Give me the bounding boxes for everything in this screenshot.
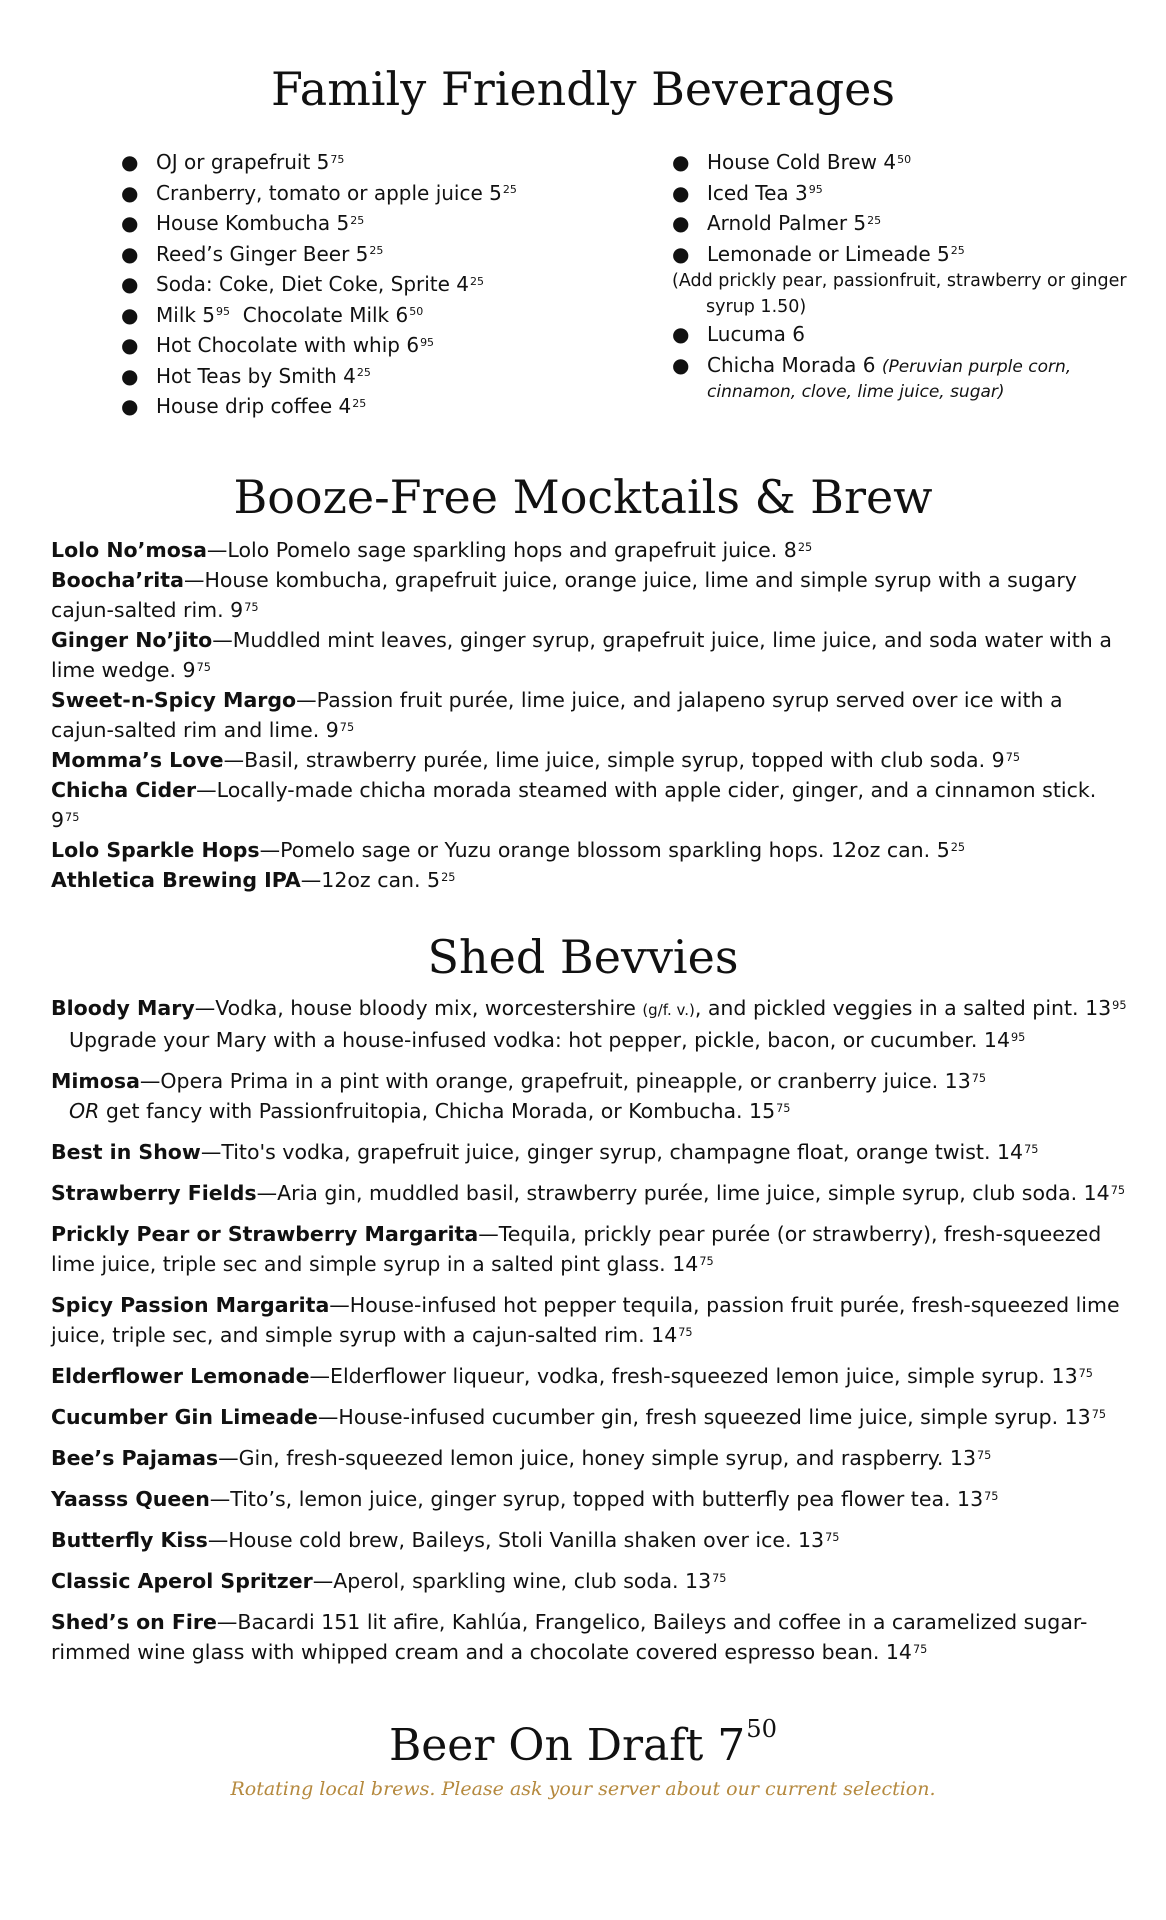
bullet-icon: ● [672,211,690,235]
menu-item: Strawberry Fields—Aria gin, muddled basil, strawberry purée, lime juice, simple syrup, club soda. $14^{75}$ [51,1181,1126,1205]
list-item: ● Lucuma 6 [672,319,1071,350]
bullet-icon: ● [121,211,139,235]
menu-item: Classic Aperol Spritzer—Aperol, sparkling wine, club soda. $13^{75}$ [51,1569,727,1593]
bloody-mary-upgrade: Upgrade your Mary with a house-infused vodka: hot pepper, pickle, bacon, or cucumber. $14^{95}$ [69,1028,1026,1052]
bevvies-list [51,993,1131,1667]
menu-item-bloody-mary: Bloody Mary—Vodka, house bloody mix, worcestershire (g/f. v.), and pickled veggies in a salted pint. $13^{95}$ [51,996,1127,1020]
bullet-icon: ● [121,394,139,418]
bullet-icon: ● [121,180,139,205]
family-beverages-title: Family Friendly Beverages [270,62,896,116]
mocktails-title: Booze-Free Mocktails & Brew [233,470,933,524]
list-item: ● Milk $5^{95}$ Chocolate Milk $6^{50}$ [121,300,517,331]
bullet-icon: ● [121,272,139,296]
shed-bevvies-title: Shed Bevvies [427,930,739,984]
bullet-icon: ● [121,302,139,327]
menu-item: Butterfly Kiss—House cold brew, Baileys, Stoli Vanilla shaken over ice. $13^{75}$ [51,1528,840,1552]
mimosa-upgrade: OR get fancy with Passionfruitopia, Chicha Morada, or Kombucha. $15^{75}$ [69,1099,791,1123]
list-item: ● House Cold Brew $4^{50}$ [672,147,965,178]
bullet-icon: ● [121,333,139,357]
bullet-icon: ● [121,241,139,266]
menu-item: Shed’s on Fire—Bacardi 151 lit afire, Kahlúa, Frangelico, Baileys and coffee in a caramelized sugar-rimmed wine glass with whipped cream and a chocolate covered espresso bean. $14^{75}$ [51,1610,1088,1664]
menu-item: Prickly Pear or Strawberry Margarita—Tequila, prickly pear purée (or strawberry), fresh-squeezed lime juice, triple sec and simple syrup in a salted pint glass. $14^{75}$ [51,1222,1102,1276]
list-item: ● House Kombucha $5^{25}$ [121,208,517,239]
menu-item: Yaasss Queen—Tito’s, lemon juice, ginger syrup, topped with butterfly pea flower tea. $13^{75}$ [51,1487,999,1511]
menu-item: Chicha Cider—Locally-made chicha morada steamed with apple cider, ginger, and a cinnamon stick. $9^{75}$ [51,778,1097,832]
list-item: ● Reed’s Ginger Beer $5^{25}$ [121,239,517,270]
family-list-left [121,147,517,422]
list-item: ● Soda: Coke, Diet Coke, Sprite $4^{25}$ [121,269,517,300]
list-item: ● Lemonade or Limeade $5^{25}$ [672,239,965,270]
list-item: ● Chicha Morada 6 (Peruvian purple corn, [672,350,1071,381]
list-item: ● Arnold Palmer $5^{25}$ [672,208,965,239]
list-item: ● Iced Tea $3^{95}$ [672,178,965,209]
menu-item: Best in Show—Tito's vodka, grapefruit juice, ginger syrup, champagne float, orange twist. $14^{75}$ [51,1140,1039,1164]
family-list-right [672,147,965,269]
menu-item: Sweet-n-Spicy Margo—Passion fruit purée, lime juice, and jalapeno syrup served over ice with a cajun-salted rim and lime. $9^{75}$ [51,688,1063,742]
menu-item: Athletica Brewing IPA—12oz can. $5^{25}$ [51,868,456,892]
menu-item: Cucumber Gin Limeade—House-infused cucumber gin, fresh squeezed lime juice, simple syrup. $13^{75}$ [51,1405,1107,1429]
bullet-icon: ● [672,322,690,346]
menu-item: Ginger No’jito—Muddled mint leaves, ginger syrup, grapefruit juice, lime juice, and soda water with a lime wedge. $9^{75}$ [51,628,1112,682]
bullet-icon: ● [121,363,139,388]
list-item: ● Cranberry, tomato or apple juice $5^{25}$ [121,178,517,209]
list-item: ● Hot Chocolate with whip $6^{95}$ [121,330,517,361]
family-list-right-extra [672,319,1071,380]
bullet-icon: ● [672,150,690,174]
syrup-addon-note: (Add prickly pear, passionfruit, strawberry or ginger syrup 1.50) [672,271,1127,317]
menu-item: Elderflower Lemonade—Elderflower liqueur, vodka, fresh-squeezed lemon juice, simple syrup. $13^{75}$ [51,1364,1093,1388]
menu-item: Lolo No’mosa—Lolo Pomelo sage sparkling hops and grapefruit juice. $8^{25}$ [51,538,813,562]
list-item: ● OJ or grapefruit $5^{75}$ [121,147,517,178]
bullet-icon: ● [672,241,690,266]
chicha-morada-description: cinnamon, clove, lime juice, sugar) [707,382,1005,402]
mocktails-list [51,535,1131,895]
menu-item: Spicy Passion Margarita—House-infused hot pepper tequila, passion fruit purée, fresh-squeezed lime juice, triple sec, and simple syrup with a cajun-salted rim. $14^{75}$ [51,1293,1120,1347]
beer-subtitle: Rotating local brews. Please ask your server about our current selection. [230,1778,936,1800]
menu-item-mimosa: Mimosa—Opera Prima in a pint with orange, grapefruit, pineapple, or cranberry juice. $13^{75}$ [51,1069,987,1093]
menu-item: Lolo Sparkle Hops—Pomelo sage or Yuzu orange blossom sparkling hops. 12oz can. $5^{25}$ [51,838,966,862]
bullet-icon: ● [121,150,139,174]
list-item: ● Hot Teas by Smith $4^{25}$ [121,361,517,392]
menu-item: Momma’s Love—Basil, strawberry purée, lime juice, simple syrup, topped with club soda. $9^{75}$ [51,748,1021,772]
beer-on-draft-title: Beer On Draft $7^{50}$ [388,1715,778,1771]
bullet-icon: ● [672,352,690,377]
bullet-icon: ● [672,180,690,205]
list-item: ● House drip coffee $4^{25}$ [121,391,517,422]
menu-item: Bee’s Pajamas—Gin, fresh-squeezed lemon juice, honey simple syrup, and raspberry. $13^{75}$ [51,1446,992,1470]
menu-item: Boocha’rita—House kombucha, grapefruit juice, orange juice, lime and simple syrup with a sugary cajun-salted rim. $9^{75}$ [51,568,1077,622]
